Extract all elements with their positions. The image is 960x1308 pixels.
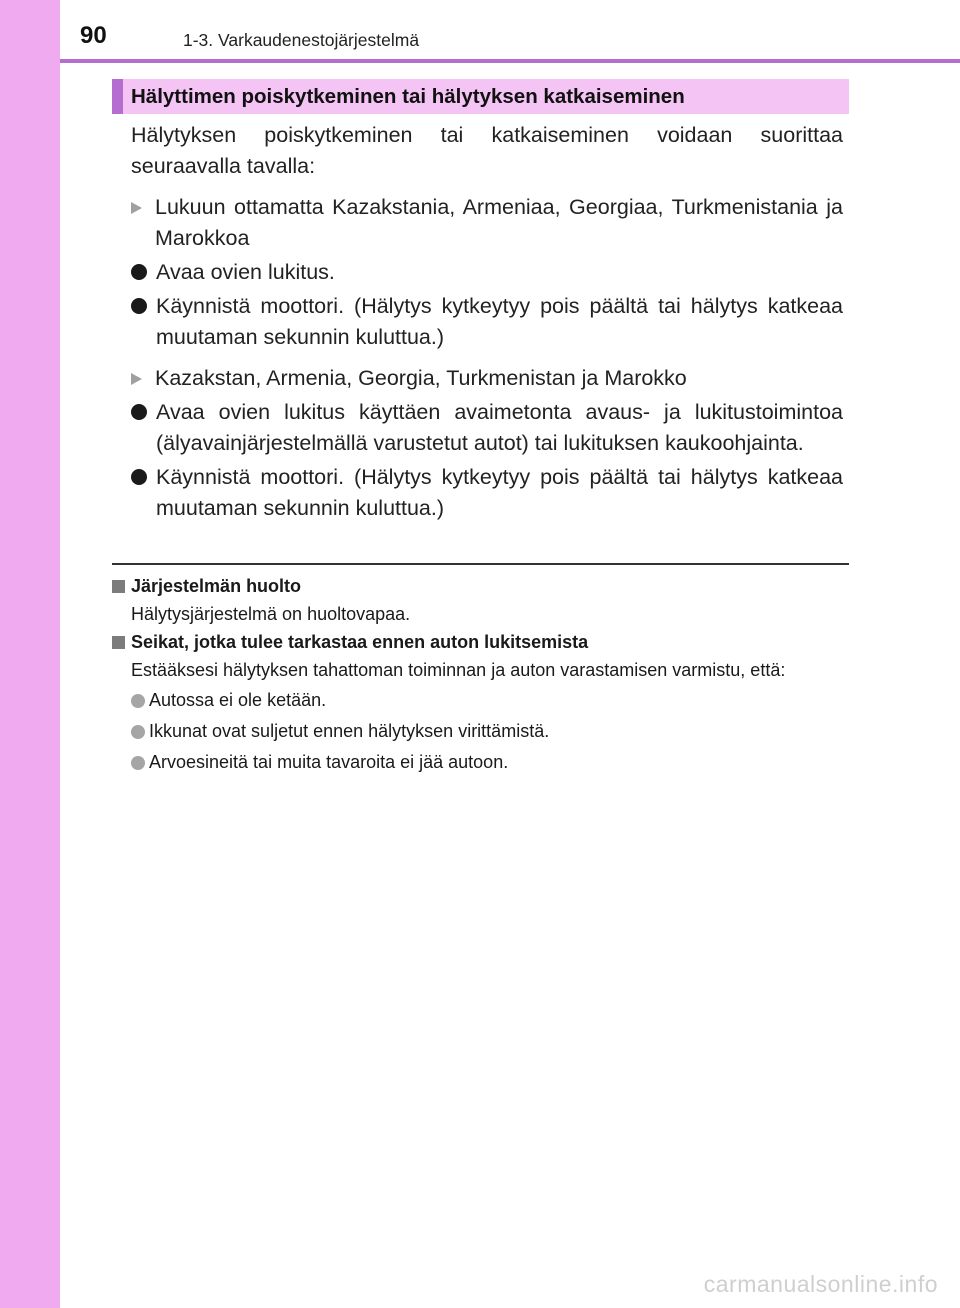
section-body: [131, 120, 843, 524]
note-heading-maintenance: Järjestelmän huolto: [112, 574, 847, 598]
chapter-title: 1-3. Varkaudenestojärjestelmä: [183, 30, 420, 50]
bullet-dot-icon: [131, 404, 147, 420]
notes-section: [112, 573, 847, 774]
group-heading-1: Lukuun ottamatta Kazakstania, Armeniaa, Georgiaa, Turkmenistania ja Marokkoa: [131, 192, 843, 254]
square-bullet-icon: [112, 636, 125, 649]
list-item: Avaa ovien lukitus käyttäen avaimetonta avaus- ja lukitustoimintoa (älyavainjärjestelmällä varustetut autot) tai lukituksen kaukoohjainta.: [131, 397, 843, 459]
bullet-dot-icon: [131, 469, 147, 485]
page-number: 90: [80, 22, 107, 49]
notes-divider: [112, 563, 849, 565]
note-text-checks: Estääksesi hälytyksen tahattoman toiminnan ja auton varastamisen varmistu, että:: [131, 660, 786, 680]
group-heading-2: Kazakstan, Armenia, Georgia, Turkmenistan ja Marokko: [131, 363, 843, 394]
note-text-maintenance: Hälytysjärjestelmä on huoltovapaa.: [131, 604, 411, 624]
square-bullet-icon: [112, 580, 125, 593]
gray-dot-icon: [131, 694, 145, 708]
list-item: Arvoesineitä tai muita tavaroita ei jää autoon.: [131, 751, 847, 774]
triangle-bullet-icon: [131, 202, 142, 214]
header-divider: [60, 59, 960, 63]
list-item: Ikkunat ovat suljetut ennen hälytyksen virittämistä.: [131, 720, 847, 743]
list-item: Käynnistä moottori. (Hälytys kytkeytyy pois päältä tai hälytys katkeaa muutaman sekunnin kuluttua.): [131, 462, 843, 524]
triangle-bullet-icon: [131, 373, 142, 385]
watermark: carmanualsonline.info: [703, 1271, 938, 1297]
intro-text: Hälytyksen poiskytkeminen tai katkaiseminen voidaan suorittaa seuraavalla tavalla:: [131, 123, 843, 178]
section-title: Hälyttimen poiskytkeminen tai hälytyksen katkaiseminen: [112, 79, 849, 114]
list-item: Käynnistä moottori. (Hälytys kytkeytyy pois päältä tai hälytys katkeaa muutaman sekunnin kuluttua.): [131, 291, 843, 353]
list-item: Autossa ei ole ketään.: [131, 689, 847, 712]
bullet-dot-icon: [131, 298, 147, 314]
bullet-dot-icon: [131, 264, 147, 280]
gray-dot-icon: [131, 725, 145, 739]
note-heading-checks: Seikat, jotka tulee tarkastaa ennen auton lukitsemista: [112, 630, 847, 654]
gray-dot-icon: [131, 756, 145, 770]
side-color-strip: [0, 0, 60, 1308]
list-item: Avaa ovien lukitus.: [131, 257, 843, 288]
